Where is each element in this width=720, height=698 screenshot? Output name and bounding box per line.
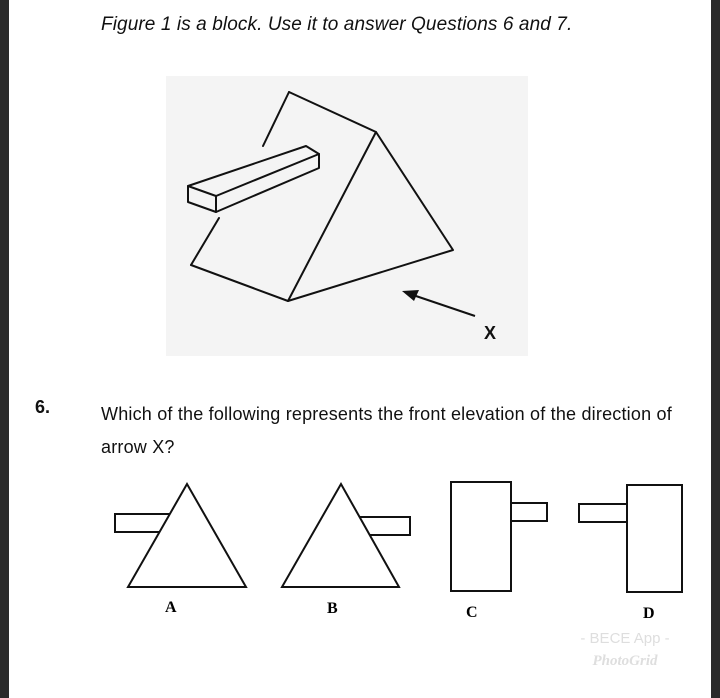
watermark — [560, 627, 690, 673]
watermark-app-name: - BECE App - — [580, 630, 670, 647]
watermark-photogrid: PhotoGrid — [592, 653, 658, 669]
answer-options — [0, 470, 720, 630]
question-text: Which of the following represents the front elevation of the direction of arrow X? — [101, 404, 672, 457]
arrow-x-label: X — [484, 323, 497, 343]
prism-top-ridge — [289, 92, 376, 132]
question-number: 6. — [35, 397, 51, 417]
option-b-drawing — [282, 484, 410, 587]
option-d-label: D — [643, 605, 655, 622]
option-a-label: A — [165, 599, 177, 616]
direction-arrow-shaft — [410, 294, 475, 316]
option-c-drawing — [451, 482, 547, 591]
direction-arrow-head — [402, 290, 419, 301]
option-a-drawing — [115, 484, 246, 587]
option-b-label: B — [327, 600, 338, 617]
prism-base-left-edge — [191, 265, 288, 301]
bar-top-face — [188, 146, 319, 196]
figure-1-block-drawing — [166, 76, 528, 356]
prism-left-slope-lower — [191, 218, 219, 265]
bar-bottom-edge — [216, 154, 319, 212]
option-d-drawing — [579, 485, 682, 592]
bar-end-face — [188, 186, 216, 212]
figure-intro-text: Figure 1 is a block. Use it to answer Questions 6 and 7. — [101, 14, 573, 35]
prism-left-slope — [263, 92, 289, 146]
option-c-label: C — [466, 604, 478, 621]
